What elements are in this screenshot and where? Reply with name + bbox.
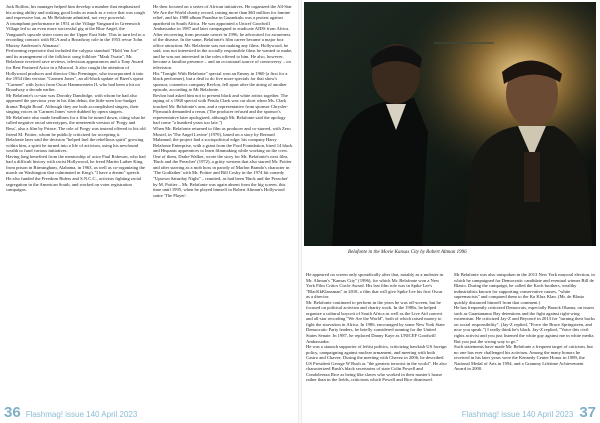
paragraph: Revlon had asked him not to present black and white artists together. The taping of a 1968 special with Petula Clark was cut short when Ms. Clark touched Mr. Belafonte's arm, and a representative from sponsor Chrysler-Plymouth demanded a rerun. (The producer refused and the sponsor's representative later apologized, although Mr. Belafonte said the apology had come "a hundred years too late.") xyxy=(153,92,289,126)
paragraph: When Mr. Belafonte returned to film as producer and co-starred, with Zero Mostel, in 'The Angel Levine' (1970), based on a story by Bernard Malamud, the project had a sociopolitical edge: his company Harry Belafonte Enterprise, with a grant from the Ford Foundation, hired 14 black and Hispanic apprentices to learn filmmaking while working on the crew. One of them, Drake Walker, wrote the story for Mr. Belafonte's next film, 'Buck and the Preacher' (1972), a gritty western that also starred Mr. Poitier and after starring as a mob boss in parody of Marlon Brando's character in 'The Godfather' with Mr. Poitier and Bill Cosby in the 1974 hit comedy "Uptown Saturday Night" – reunited, as had been 'Buck and the Preacher' by M. Poitier – Mr. Belafonte was again absent from the big screen, this time until 1995, when he played himself in Robert Altman's Hollywood satire 'The Player'. xyxy=(153,126,293,198)
paragraph: Performing repertoire that included the calypso standard "Hold 'em Joe" and its arrangement of the folkloric song folklore "Mark Twain", Mr. Belafonte received rave reviews, television appearances and a Tony Award for Best Featured Actor in a Musical. It also caught the attention of Hollywood producer and director Otto Preminger, who incorporated it into the 1954 film version "Carmen Jones", an all-black update of Bizet's opera "Carmen" with lyrics from Oscar Hammerstein II, who had been a hit on Broadway a decade earlier. xyxy=(6,48,144,93)
issue-label: Flashmag! issue 140 April 2023 xyxy=(461,410,574,419)
left-page xyxy=(0,0,298,423)
article-column-2 xyxy=(153,4,293,402)
movie-still-photo xyxy=(304,2,596,246)
paragraph: Mr Belafonte also made headlines for a film he turned down, citing what he called negative racial stereotypes, the nineteenth version of 'Porgy and Bess', also a film by Prince. The role of Porgy was instead offered to his old friend M. Poitier, whom he publicly criticized for accepting it. xyxy=(6,114,146,137)
right-page xyxy=(302,0,600,423)
page-number: 36 xyxy=(4,404,21,421)
article-column-3 xyxy=(306,272,447,402)
paragraph: Mr Belafonte's co-star was Dorothy Dandridge, with whom he had also appeared the previous year in his film debut, the little-seen low-budget drama 'Bright Road'. Although they are both accomplished singers, their singing voices in 'Carmen Jones' were dubbed by opera singers. xyxy=(6,92,139,115)
paragraph: After recovering from prostate cancer in 1996, he advocated for awareness of the disease. In the same, Belafonte's film career became a major box office attraction. Mr. Belafonte was not making any films. Hollywood, he said, was not interested in the socially responsible films he wanted to make, and he was not interested in the roles offered to him. He also, however, become a familiar presence – and an occasional source of controversy – on television. xyxy=(153,31,293,71)
paragraph: Having long benefited from the mentorship of actor Paul Robeson, who had had a difficult history with racist Hollywood, he freed Martin Luther King from prison in Birmingham, Alabama, in 1963, as well as co-organizing the march on Washington that culminated in King's "I have a dream" speech. He also funded the Freedom Riders and S.N.C.C., activists fighting racial segregation in the American South, and worked on voter registration campaigns. xyxy=(6,153,146,193)
paragraph: Jack Rollins, his manager helped him develop a number that emphasized his acting ability and striking good looks as much as a voice that was rough and expressive but, as Mr Belafonte admitted, not very powerful. xyxy=(6,4,145,21)
left-footer xyxy=(4,404,137,421)
paragraph: He appeared on screen only sporadically after that, notably as a mobster in Mr. Altman's "Kansas City" (1996), for which Mr. Belafonte won a New York Film Critics Circle Award. His last film role was in Spike Lee's "BlacKkKlansman" in 2018, a film that will give Spike Lee his first Oscar as a director. xyxy=(306,272,444,300)
paragraph: A triumphant performance in 1951 at the Village Vanguard in Greenwich Village led to an even more successful gig at the Blue Angel, the Vanguard's upscale sister room on the Upper East Side. This in turn led to a recording contract with RCA and a Broadway role in the 1953 revue 'John Murray Anderson's Almanac'. xyxy=(6,20,145,48)
paragraph: He then focused on a series of African initiatives. He organized the All-Star We Are the World charity record, raising more than $63 million for famine relief, and his 1988 album Paradise in Gazankulu was a protest against apartheid in South Africa. He was appointed a Unicef Goodwill Ambassador in 1987 and later campaigned to eradicate AIDS from Africa. xyxy=(153,4,292,32)
paragraph: Belafonte later said the decision "helped fuel the rebellious spirit" growing within him, a spirit he turned into a life of activism, using his newfound wealth to fund various initiatives. xyxy=(6,137,144,154)
paragraph: He has frequently criticized Democrats, especially Barack Obama, on issues such as Guantanamo Bay detentions and the fight against right-wing extremism. He criticized Jay-Z and Beyoncé in 2013 for "turning their backs on social responsibility". (Jay-Z replied, "Force the Bruce Springsteen, and now you speak.") I really think he's black. Jay-Z replied, "Voice this civil rights activist and you just listened the white guy against me in white media. But you just the wrong way to go." xyxy=(454,305,595,344)
article-column-4 xyxy=(454,272,595,402)
paragraph: Mr. Belafonte continued to perform in the years he was off-screen, but he focused on political activism and charity work. In the 1980s, he helped organize a cultural boycott of South Africa as well as the Live Aid concert and all-star recording "We Are the World", both of which raised money to fight the starvation in Africa. In 1986, encouraged by some New York State Democratic Party leaders, he briefly considered running for the United States Senate. In 1987, he replaced Danny Kaye as UNICEF Goodwill Ambassador. xyxy=(306,299,445,344)
paragraph: Mr Belafonte was also outspoken in the 2013 New York mayoral election, in which he campaigned for Democratic candidate and eventual winner Bill de Blasio. During the campaign, he called the Koch brothers, wealthy industrialists known for supporting conservative causes, "white supremacists" and compared them to the Ku Klux Klan. (Mr. de Blasio quickly distanced himself from that comment.) xyxy=(454,272,595,305)
page-number: 37 xyxy=(579,404,596,421)
article-column-1 xyxy=(6,4,146,402)
issue-label: Flashmag! issue 140 April 2023 xyxy=(25,410,138,419)
photo-illustration xyxy=(304,2,596,246)
paragraph: His "Tonight With Belafonte" special won an Emmy in 1960 (a first for a black performer), but a deal to do five more specials for that show's sponsor, cosmetics company Revlon, fell apart after the airing of another episode, according to Mr Belafonte. xyxy=(153,70,288,93)
photo-caption: Belafonte in the Movie Kansas City by Robert Altman 1996 xyxy=(348,250,467,255)
paragraph: Such statements have made Mr. Belafonte a frequent target of criticism, but no one has ever challenged his activism. Among the many honors he received in his later years were the Kennedy Center Honor in 1989, the National Medal of Arts in 1994, and a Grammy Lifetime Achievement Award in 2000. xyxy=(454,344,593,372)
paragraph: He was a staunch supporter of leftist politics, criticizing hawkish US foreign policy, campaigning against nuclear armament, and meeting with both Castro and Chavez. During the meeting with Chavez in 2006, he described US President George W Bush as "the greatest terrorist in the world". He also characterized Bush's black secretaries of state Colin Powell and Condoleezza Rice as being like slaves who worked in their master's house rather than in the fields, criticisms which Powell and Rice dismissed. xyxy=(306,344,447,383)
right-footer xyxy=(306,404,596,421)
